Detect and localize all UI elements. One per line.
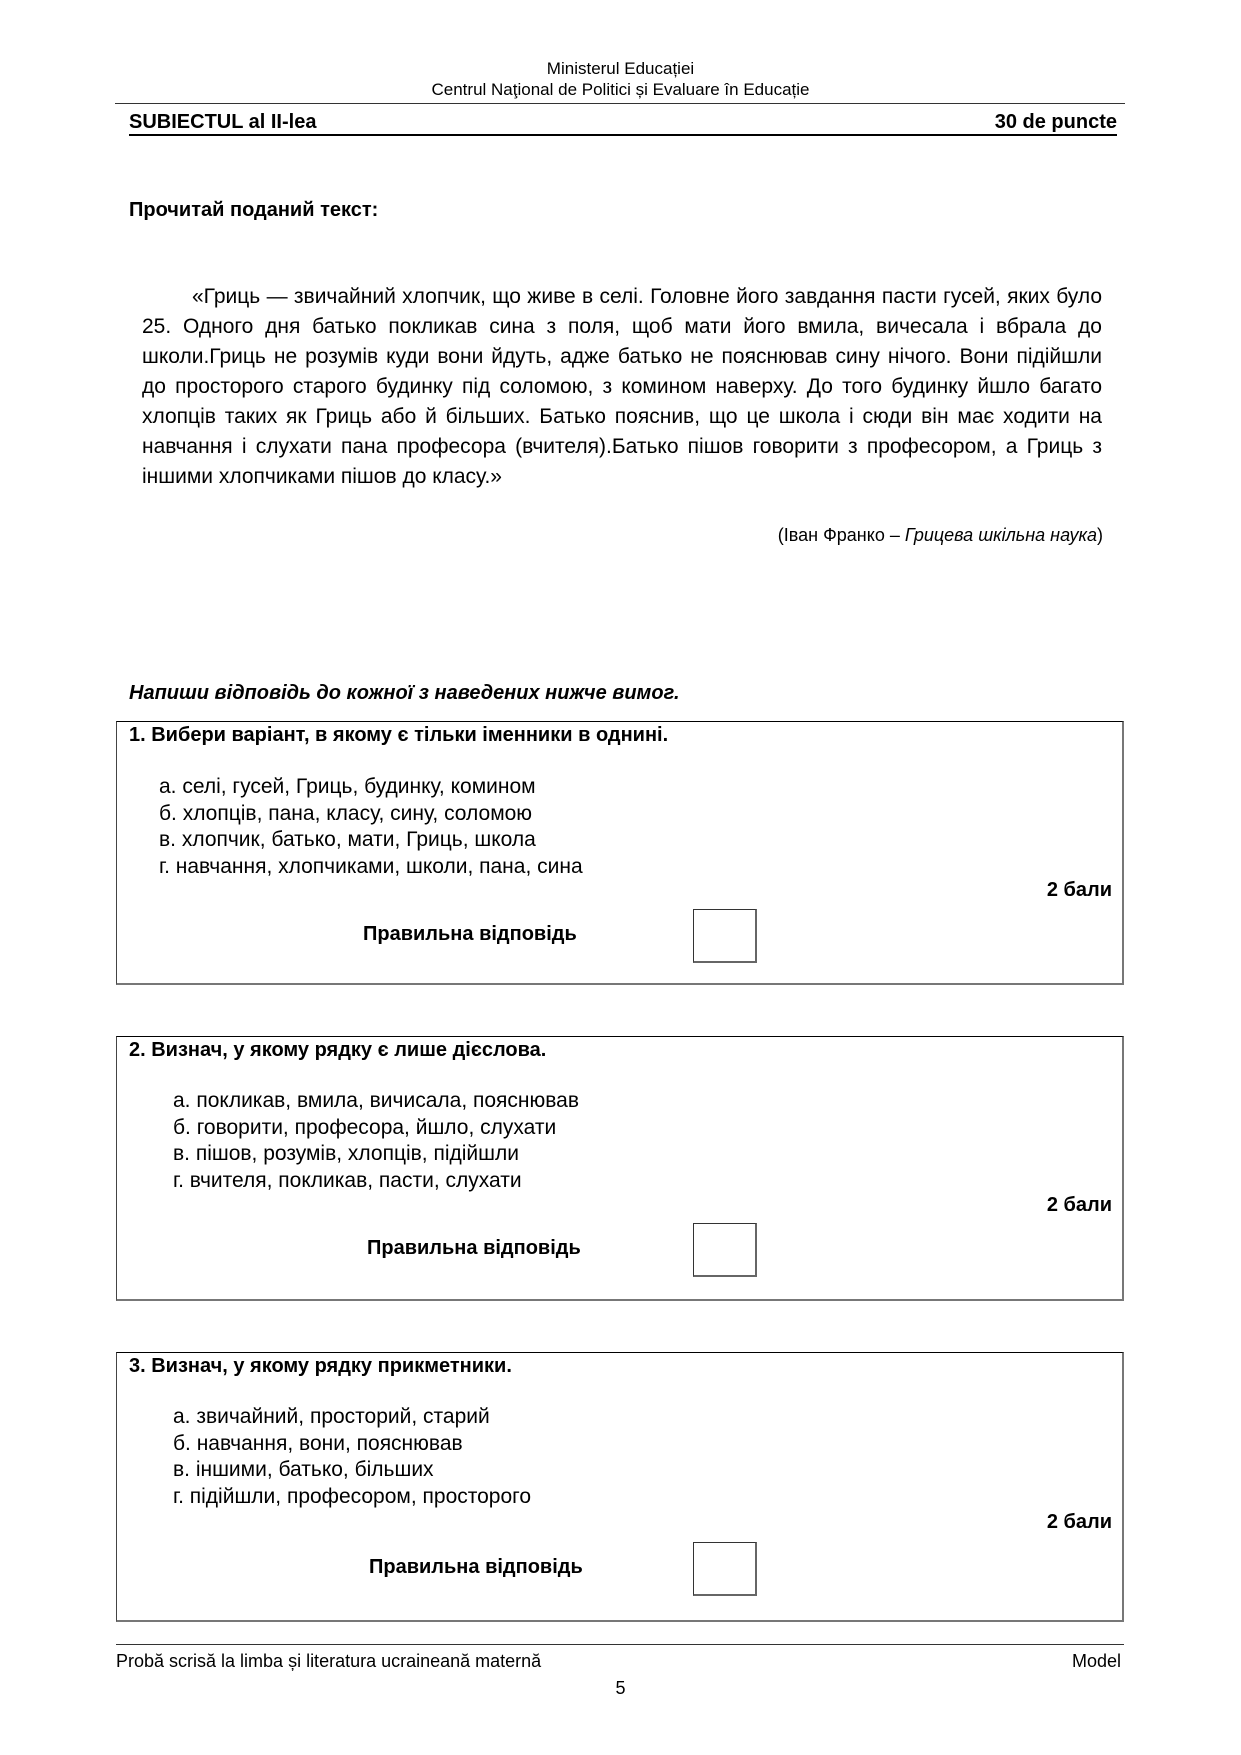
question-2-answer-box[interactable] [693, 1223, 757, 1277]
question-2-answer-label: Правильна відповідь [367, 1237, 581, 1259]
question-1-title: 1. Вибери варіант, в якому є тільки іменники в однині. [129, 724, 669, 746]
footer-model-label: Model [1071, 1651, 1121, 1671]
question-1-option-b: б. хлопців, пана, класу, сину, соломою [159, 801, 533, 825]
question-3-box [116, 1352, 1124, 1622]
header-rule [115, 103, 1125, 104]
question-1-points: 2 бали [1046, 879, 1112, 901]
question-2-box [116, 1036, 1124, 1301]
footer-exam-name: Probă scrisă la limba și literatura ucraineană maternă [116, 1651, 542, 1671]
attribution-close: ) [1097, 525, 1103, 545]
question-3-answer-box[interactable] [693, 1542, 757, 1596]
question-2-option-b: б. говорити, професора, йшло, слухати [173, 1115, 557, 1139]
question-3-option-a: а. звичайний, просторий, старий [173, 1405, 490, 1428]
attribution-title: Грицева шкільна наука [904, 525, 1097, 545]
center-name: Centrul Naţional de Politici și Evaluare în Educație [431, 80, 810, 99]
question-2-options [173, 1088, 579, 1194]
footer-rule [116, 1644, 1124, 1645]
reading-passage: «Гриць — звичайний хлопчик, що живе в селі. Головне його завдання пасти гусей, яких було 25. Одного дня батько покликав сина з поля, щоб мати його вмила, вичесала і вбрала до школи.Гриць не розумів куди вони йдуть, адже батько не пояснював сину нічого. Вони підійшли до просторого старого будинку під соломою, з комином наверху. До того будинку йшло багато хлопців таких як Гриць або й більших. Батько пояснив, що це школа і сюди він має ходити на навчання і слухати пана професора (вчителя).Батько пішов говорити з професором, а Гриць з іншими хлопчиками пішов до класу.» [142, 285, 1102, 488]
reading-intro: Прочитай поданий текст: [129, 199, 379, 221]
question-3-option-c: в. іншими, батько, більших [173, 1458, 434, 1481]
question-2-option-a: а. покликав, вмила, вичисала, пояснював [173, 1089, 580, 1112]
question-3-points: 2 бали [1046, 1511, 1112, 1533]
question-2-points: 2 бали [1046, 1194, 1112, 1216]
question-3-title: 3. Визнач, у якому рядку прикметники. [129, 1355, 512, 1377]
question-1-option-d: г. навчання, хлопчиками, школи, пана, сина [159, 854, 583, 878]
question-3-answer-label: Правильна відповідь [369, 1556, 583, 1578]
question-1-option-c: в. хлопчик, батько, мати, Гриць, школа [159, 828, 536, 851]
subject-underline [129, 134, 1117, 136]
question-2-title: 2. Визнач, у якому рядку є лише дієслова. [129, 1039, 547, 1061]
question-1-options [159, 774, 583, 880]
question-1-box [116, 721, 1124, 985]
ministry-name: Ministerul Educației [546, 59, 695, 78]
question-3-option-d: г. підійшли, професором, просторого [173, 1484, 532, 1508]
question-3-options [173, 1404, 531, 1510]
passage-attribution [778, 525, 1103, 546]
question-1-answer-label: Правильна відповідь [363, 923, 577, 945]
attribution-author: (Іван Франко – [777, 525, 905, 545]
question-2-option-c: в. пішов, розумів, хлопців, підійшли [173, 1142, 519, 1165]
question-1-option-a: а. селі, гусей, Гриць, будинку, комином [159, 775, 536, 798]
task-instruction: Напиши відповідь до кожної з наведених нижче вимог. [129, 682, 680, 704]
page-number: 5 [615, 1678, 626, 1698]
subject-points: 30 de puncte [994, 111, 1117, 133]
subject-title: SUBIECTUL al II-lea [129, 111, 317, 133]
question-1-answer-box[interactable] [693, 909, 757, 963]
question-2-option-d: г. вчителя, покликав, пасти, слухати [173, 1168, 522, 1192]
question-3-option-b: б. навчання, вони, пояснював [173, 1431, 463, 1455]
